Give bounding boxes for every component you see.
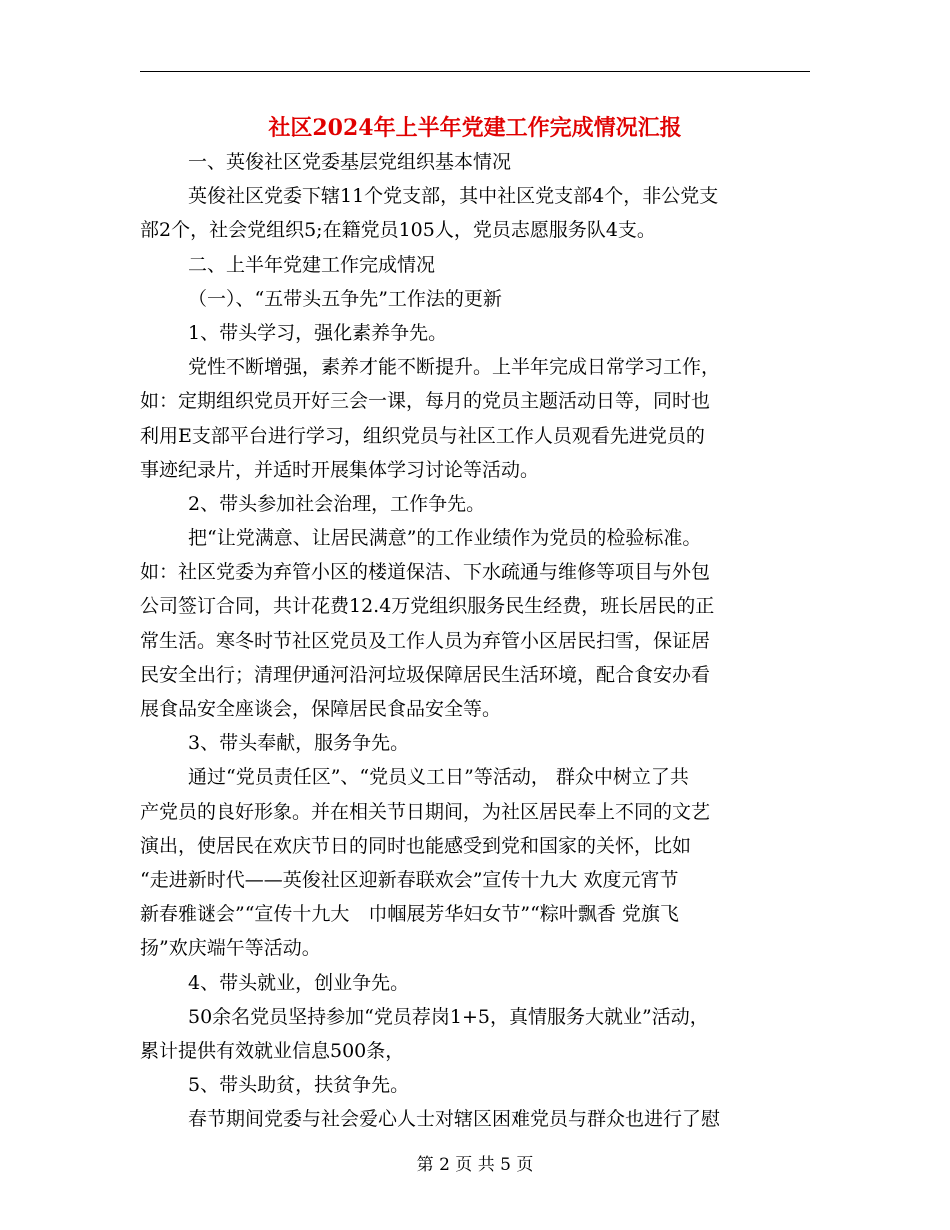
body-line: 如：定期组织党员开好三会一课，每月的党员主题活动日等，同时也 <box>140 390 711 413</box>
document-body <box>140 145 810 1136</box>
body-line: 常生活。寒冬时节社区党员及工作人员为弃管小区居民扫雪，保证居 <box>140 629 711 652</box>
body-line: 部2个，社会党组织5;在籍党员105人，党员志愿服务队4支。 <box>140 219 656 242</box>
body-line: 公司签订合同，共计花费12.4万党组织服务民生经费，班长居民的正 <box>140 595 715 618</box>
body-line: 利用E支部平台进行学习，组织党员与社区工作人员观看先进党员的 <box>140 424 705 447</box>
header-rule <box>140 71 810 72</box>
body-line: 产党员的良好形象。并在相关节日期间，为社区居民奉上不同的文艺 <box>140 800 711 823</box>
body-line: 如：社区党委为弃管小区的楼道保洁、下水疏通与维修等项目与外包 <box>140 561 711 584</box>
body-line: 一、英俊社区党委基层党组织基本情况 <box>188 151 512 173</box>
body-line: 扬”欢庆端午等活动。 <box>140 937 321 960</box>
body-line: 5、带头助贫，扶贫争先。 <box>188 1074 410 1097</box>
body-line: 累计提供有效就业信息500条， <box>140 1039 405 1062</box>
body-line: 4、带头就业，创业争先。 <box>188 971 410 994</box>
body-line: 演出，使居民在欢庆节日的同时也能感受到党和国家的关怀，比如 <box>140 834 692 857</box>
page-footer: 第 2 页 共 5 页 <box>416 1155 534 1175</box>
body-line: 通过“党员责任区”、“党员义工日”等活动， 群众中树立了共 <box>188 766 689 789</box>
body-line: 2、带头参加社会治理，工作争先。 <box>188 492 486 515</box>
body-line: 新春雅谜会”“宣传十九大 巾帼展芳华妇女节”“粽叶飘香 党旗飞 <box>140 903 679 926</box>
body-line: “走进新时代——英俊社区迎新春联欢会”宣传十九大 欢度元宵节 <box>140 868 679 891</box>
body-line: 3、带头奉献，服务争先。 <box>188 732 410 755</box>
body-line: 春节期间党委与社会爱心人士对辖区困难党员与群众也进行了慰 <box>188 1108 721 1131</box>
body-line: 展食品安全座谈会，保障居民食品安全等。 <box>140 698 502 720</box>
body-line: 英俊社区党委下辖11个党支部，其中社区党支部4个，非公党支 <box>188 185 719 208</box>
body-line: 50余名党员坚持参加“党员荐岗1+5，真情服务大就业”活动， <box>188 1005 709 1028</box>
body-line: 党性不断增强，素养才能不断提升。上半年完成日常学习工作， <box>188 356 721 379</box>
body-line: 民安全出行；清理伊通河沿河垃圾保障居民生活环境，配合食安办看 <box>140 663 711 686</box>
document-title: 社区2024年上半年党建工作完成情况汇报 <box>268 115 682 141</box>
body-line: 1、带头学习，强化素养争先。 <box>188 321 448 344</box>
body-line: 二、上半年党建工作完成情况 <box>188 253 436 276</box>
body-line: 事迹纪录片，并适时开展集体学习讨论等活动。 <box>140 458 540 481</box>
body-line: （一）、“五带头五争先”工作法的更新 <box>188 287 502 310</box>
body-line: 把“让党满意、让居民满意”的工作业绩作为党员的检验标准。 <box>188 527 702 550</box>
